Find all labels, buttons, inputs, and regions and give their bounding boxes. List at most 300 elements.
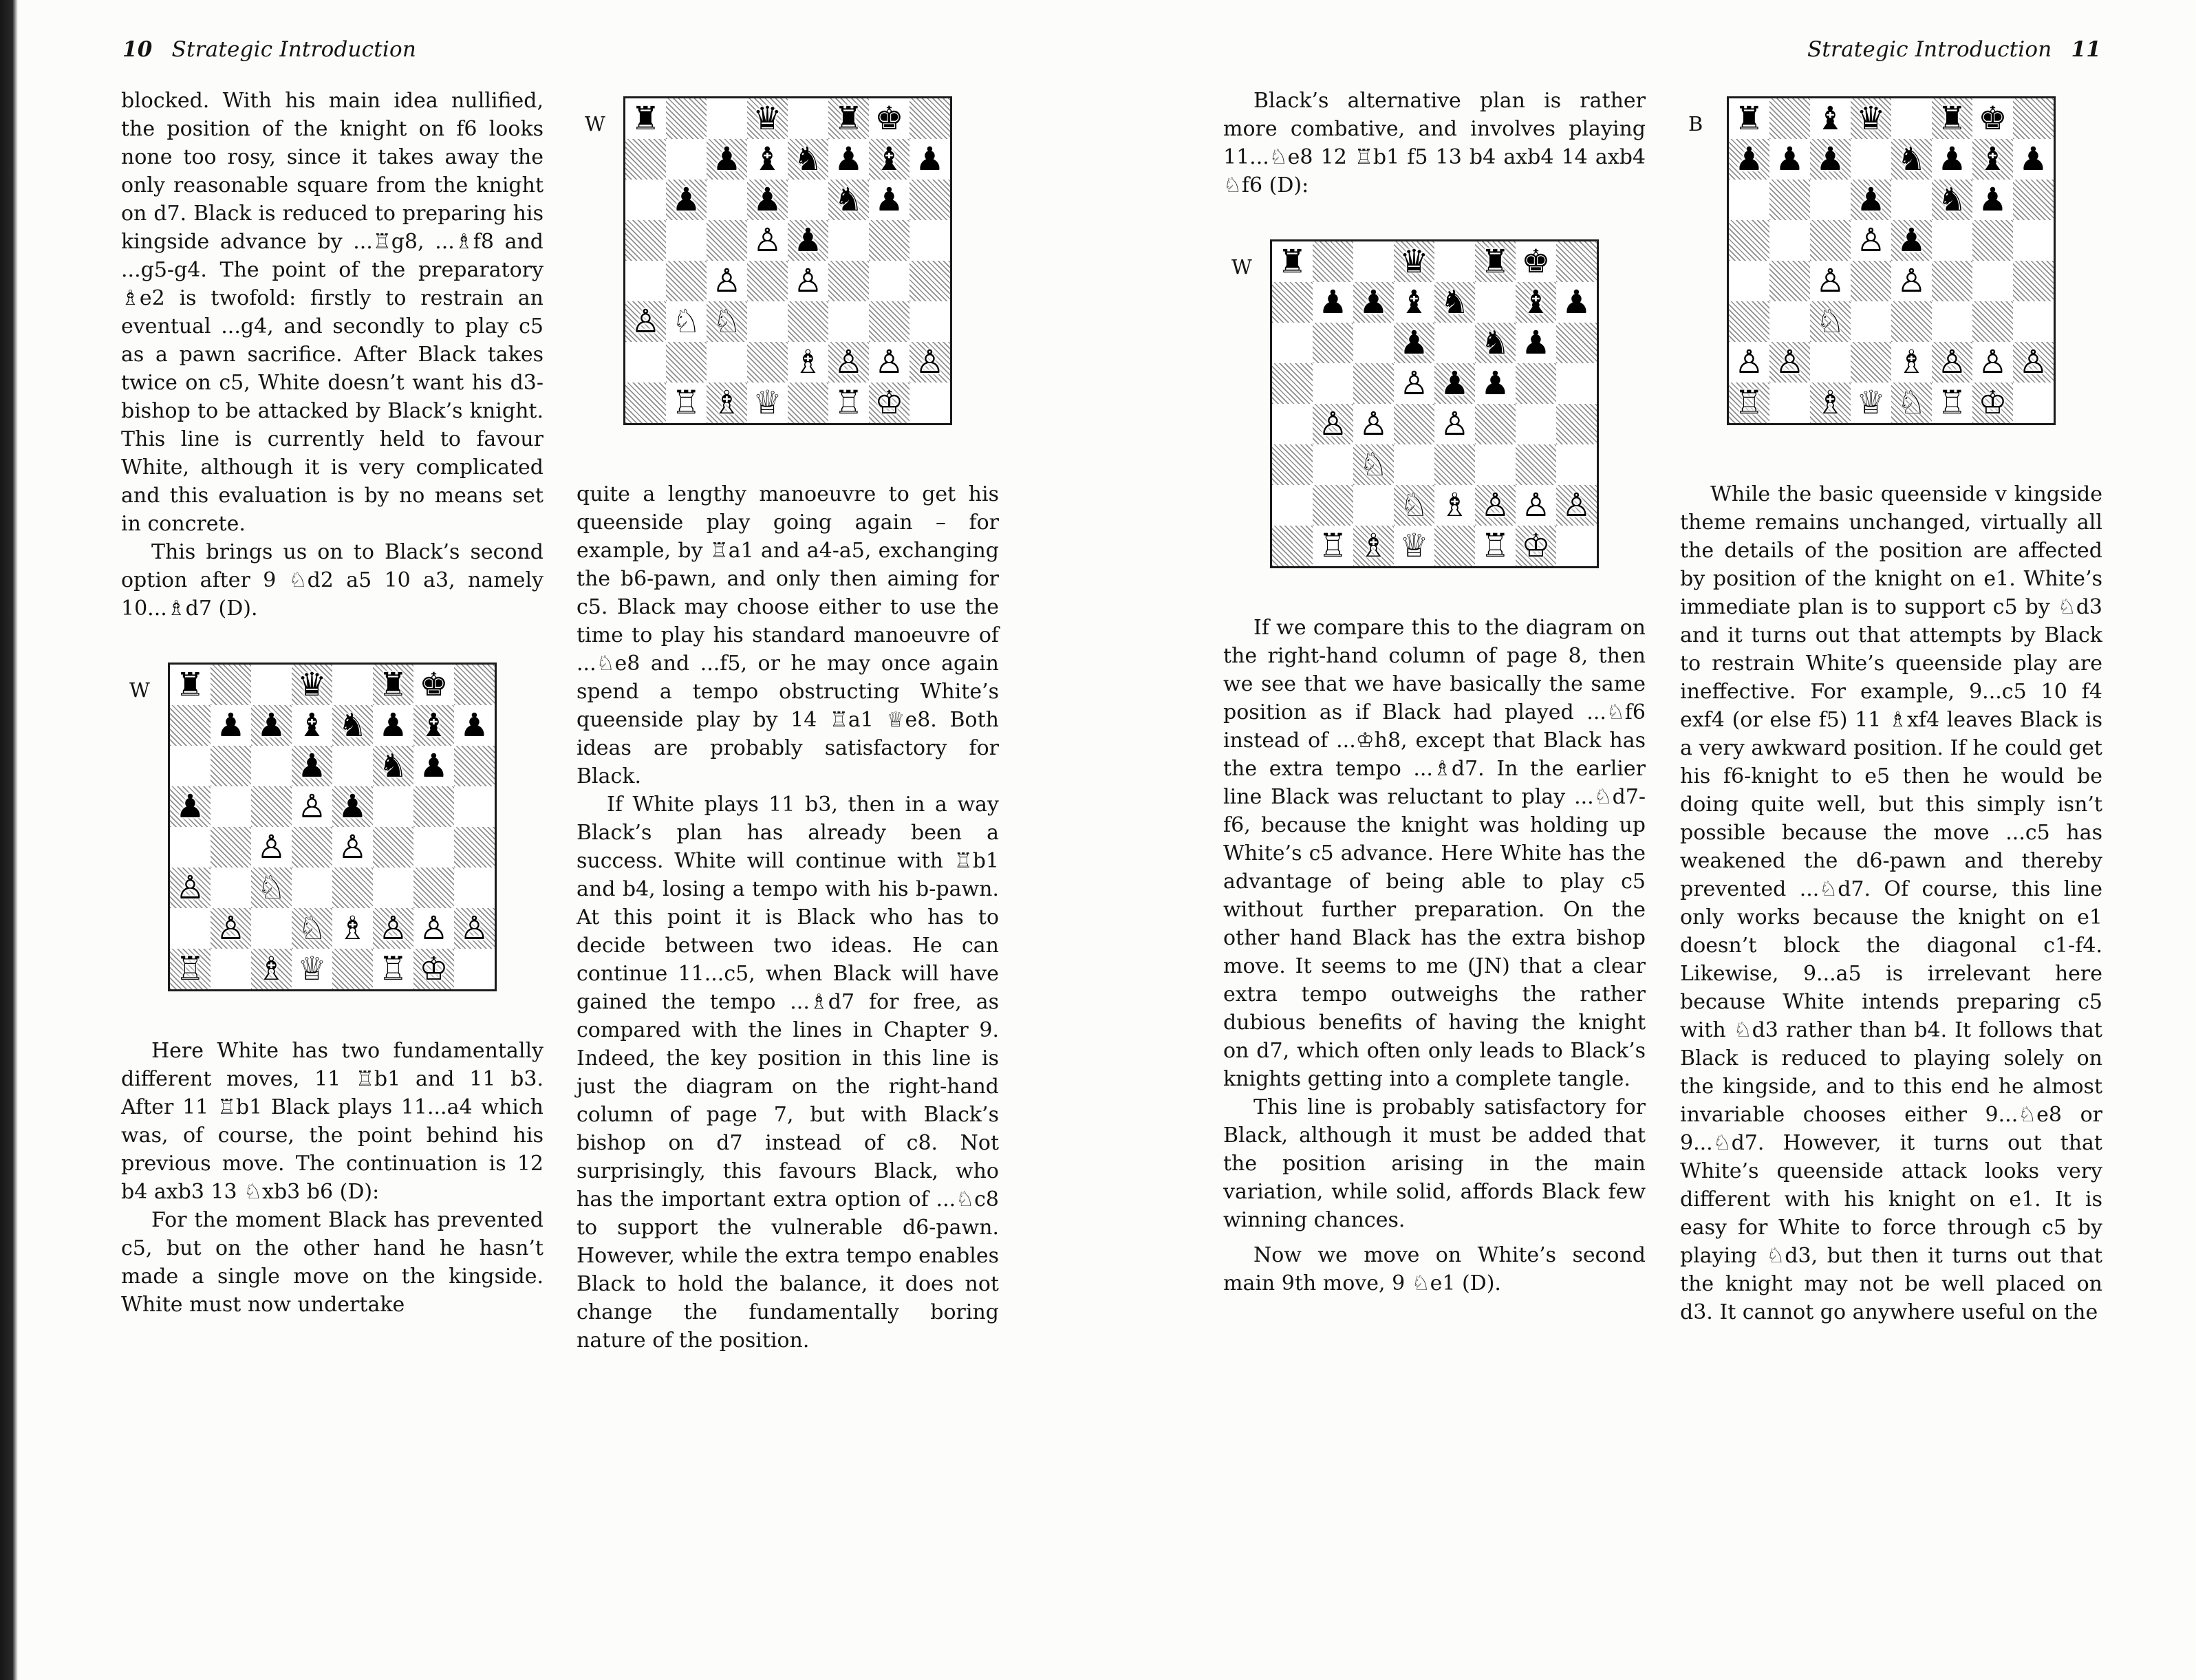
paragraph: blocked. With his main idea nullified, the position of the knight on f6 looks none too rosy, since it takes away the only reasonable square from the knight on d7. Black is reduced to preparing his kingside advance by ...♖g8, ...♗f8 and ...g5-g4. The point of the preparatory ♗e2 is twofold: firstly to restrain an eventual ...g4, and secondly to play c5 as a pawn sacrifice. After Black takes twice on c5, White doesn’t want his d3-bishop to be attacked by Black’s knight. This line is currently held to favour White, although it is very complicated and this evaluation is by no means set in concrete. [121,89,543,536]
board-square [1729,301,1769,342]
chess-piece: ♟ [297,747,327,785]
board-square [747,220,788,261]
side-to-move-label: W [129,678,150,702]
chess-piece: ♟ [1937,140,1967,178]
chess-piece: ♔ [874,384,904,422]
board-square [1972,98,2013,139]
chess-piece: ♙ [712,262,742,300]
chess-piece: ♙ [378,909,408,947]
chess-piece: ♞ [1937,181,1967,219]
chess-piece: ♙ [338,828,367,866]
chess-board [1270,239,1599,568]
paragraph: This line is probably satisfactory for Black, although it must be added that the position arising in the main variation, while solid, affords Black few winning chances. [1223,1095,1646,1232]
board-square [1851,220,1891,261]
chess-piece: ♙ [1318,405,1348,443]
board-square [707,180,747,220]
board-square [1394,444,1434,485]
board-square [292,665,332,705]
board-square [625,301,666,342]
board-square [454,908,495,949]
board-square [1972,139,2013,180]
chess-piece: ♗ [1359,527,1388,565]
board-square [1556,323,1597,363]
chess-piece: ♟ [1399,324,1429,362]
board-square [666,301,707,342]
paragraph: This brings us on to Black’s second option after 9 ♘d2 a5 10 a3, namely 10...♗d7 (D). [121,540,543,621]
chess-piece: ♕ [1399,527,1429,565]
board-square [292,868,332,908]
board-square [1932,180,1972,220]
board-square [747,139,788,180]
board-square [413,786,454,827]
board-square [170,827,211,868]
chess-piece: ♚ [419,666,449,704]
chess-piece: ♙ [1562,486,1591,524]
board-square [1769,98,1810,139]
board-square [373,868,413,908]
board-square [373,746,413,786]
chess-piece: ♘ [1897,384,1926,422]
board-square [1729,139,1769,180]
chess-piece: ♖ [1734,384,1764,422]
chess-piece: ♛ [1856,100,1886,138]
chess-piece: ♖ [175,950,205,988]
board-square [1313,526,1353,566]
board-square [1313,323,1353,363]
board-square [788,383,828,423]
chess-piece: ♗ [793,343,823,381]
board-square [1394,241,1434,282]
board-square [1972,301,2013,342]
board-square [1810,261,1851,301]
paragraph: If White plays 11 b3, then in a way Black’s plan has already been a success. White will continue with ♖b1 and b4, losing a tempo with his b-pawn. At this point it is Black who has to decide between two ideas. He can continue 11...c5, when Black will have gained the tempo ...♗d7 for free, as compared with the lines in Chapter 9. Indeed, the key position in this line is just the diagram on the right-hand column of page 7, but with Black’s bishop on d7 instead of c8. Not surprisingly, this favours Black, who has the important extra option of ...♘c8 to support the vulnerable d6-pawn. However, while the extra tempo enables Black to hold the balance, it does not change the fundamentally boring nature of the position. [577,793,999,1353]
chess-piece: ♙ [834,343,863,381]
page-header-right [1223,37,2101,62]
board-square [1851,383,1891,423]
board-square [332,908,373,949]
chess-piece: ♖ [671,384,701,422]
board-square [666,261,707,301]
board-square [251,746,292,786]
board-square [869,180,909,220]
chess-piece: ♙ [1897,262,1926,300]
board-square [1475,241,1516,282]
board-square [211,949,251,989]
board-square [747,261,788,301]
chess-piece: ♛ [297,666,327,704]
board-square [1769,301,1810,342]
board-square [828,261,869,301]
chess-piece: ♟ [419,747,449,785]
board-square [1434,444,1475,485]
board-square [332,786,373,827]
text-column-3 [1223,87,1646,1297]
board-square [2013,220,2054,261]
board-square [1434,485,1475,526]
board-square [1353,282,1394,323]
board-square [869,139,909,180]
board-square [1729,98,1769,139]
chess-piece: ♜ [175,666,205,704]
board-square [1769,220,1810,261]
page-number: 10 [122,37,153,62]
paragraph: While the basic queenside v kingside theme remains unchanged, virtually all the details of the position are affected by position of the knight on e1. White’s immediate plan is to support c5 by ♘d3 and it turns out that attempts by Black to restrain White’s queenside play are ineffective. For example, 9...c5 10 f4 exf4 (or else f5) 11 ♗xf4 leaves Black is a very awkward position. If he could get his f6-knight to e5 then he would be doing quite well, but this simply isn’t possible because the move ...c5 has weakened the d6-pawn and thereby prevented ...♘d7. Of course, this line only works because the knight on e1 doesn’t block the diagonal c1-f4. Likewise, 9...a5 is irrelevant here because White intends preparing c5 with ♘d3 rather than b4. It follows that Black is reduced to playing solely on the kingside, and to this end he almost invariable chooses either 9...♘e8 or 9...♘d7. However, it turns out that White’s queenside attack looks very different with his knight on e1. It is easy for White to force through c5 by playing ♘d3, but then it turns out that the knight may not be well placed on d3. It cannot go anywhere useful on the [1680,482,2102,1324]
paragraph: Black’s alternative plan is rather more combative, and involves playing 11...♘e8 12 ♖b1 f5 13 b4 axb4 14 axb4 ♘f6 (D): [1223,89,1646,197]
board-square [1556,485,1597,526]
board-square [1272,363,1313,404]
board-square [869,301,909,342]
chess-piece: ♝ [1399,283,1429,321]
chess-piece: ♟ [671,181,701,219]
chess-piece: ♙ [1440,405,1470,443]
chess-piece: ♞ [1440,283,1470,321]
chess-piece: ♙ [793,262,823,300]
board-square [251,665,292,705]
board-square [1272,241,1313,282]
page-header-left [122,37,416,62]
chess-piece: ♘ [1399,486,1429,524]
chess-piece: ♜ [1481,243,1510,281]
chess-piece: ♙ [874,343,904,381]
board-square [1272,444,1313,485]
board-square [1313,241,1353,282]
board-square [707,301,747,342]
chess-piece: ♙ [631,303,660,341]
chess-piece: ♙ [1978,343,2007,381]
board-square [251,827,292,868]
chess-board [1727,96,2056,425]
chess-piece: ♙ [1521,486,1551,524]
chess-piece: ♕ [753,384,782,422]
board-square [625,98,666,139]
chess-piece: ♟ [712,140,742,178]
board-square [413,665,454,705]
board-square [170,665,211,705]
board-square [909,98,950,139]
chess-piece: ♗ [1440,486,1470,524]
chess-piece: ♙ [1734,343,1764,381]
board-square [1972,220,2013,261]
board-square [170,868,211,908]
chess-piece: ♜ [631,100,660,138]
chess-piece: ♟ [257,707,286,744]
board-square [1394,485,1434,526]
board-square [1353,526,1394,566]
page-number: 11 [2071,37,2101,62]
board-square [625,180,666,220]
board-square [2013,261,2054,301]
board-square [1810,180,1851,220]
board-square [170,786,211,827]
chess-piece: ♙ [1481,486,1510,524]
board-square [1556,241,1597,282]
board-square [788,98,828,139]
board-square [1932,383,1972,423]
board-square [909,180,950,220]
board-square [1891,342,1932,383]
board-square [170,746,211,786]
chess-board [623,96,952,425]
board-square [1394,526,1434,566]
board-square [454,665,495,705]
board-square [251,908,292,949]
board-square [869,383,909,423]
chess-piece: ♟ [1562,283,1591,321]
board-square [666,342,707,383]
chess-piece: ♔ [1521,527,1551,565]
board-square [1891,261,1932,301]
chess-piece: ♝ [1521,283,1551,321]
chess-piece: ♞ [1897,140,1926,178]
board-square [1851,342,1891,383]
text-column-1 [121,87,543,1319]
board-square [625,383,666,423]
chess-piece: ♖ [1318,527,1348,565]
board-square [1769,139,1810,180]
board-square [1394,404,1434,444]
chess-piece: ♗ [338,909,367,947]
chess-piece: ♟ [460,707,489,744]
board-square [1932,220,1972,261]
paragraph: Here White has two fundamentally different moves, 11 ♖b1 and 11 b3. After 11 ♖b1 Black plays 11...a4 which was, of course, the point behind his previous move. The continuation is 12 b4 axb3 13 ♘xb3 b6 (D): [121,1039,543,1204]
chess-piece: ♛ [1399,243,1429,281]
board-square [707,139,747,180]
board-square [2013,301,2054,342]
board-square [373,949,413,989]
board-square [1516,526,1556,566]
board-square [1972,180,2013,220]
board-square [1434,404,1475,444]
board-square [1313,282,1353,323]
chess-piece: ♚ [1521,243,1551,281]
board-square [2013,383,2054,423]
chess-piece: ♙ [419,909,449,947]
board-square [828,180,869,220]
board-square [211,786,251,827]
chess-piece: ♙ [216,909,246,947]
board-square [1851,180,1891,220]
board-square [1810,139,1851,180]
board-square [625,220,666,261]
chess-piece: ♘ [297,909,327,947]
board-square [1769,180,1810,220]
board-square [413,949,454,989]
board-square [909,139,950,180]
board-square [1932,342,1972,383]
board-square [1932,301,1972,342]
board-square [413,705,454,746]
board-square [1891,301,1932,342]
text-column-2 [577,87,999,1355]
chess-piece: ♘ [1816,303,1845,341]
chess-piece: ♘ [257,869,286,907]
board-square [788,139,828,180]
chess-piece: ♗ [1816,384,1845,422]
board-square [170,949,211,989]
board-square [1556,363,1597,404]
board-square [2013,342,2054,383]
board-square [909,261,950,301]
board-square [1891,98,1932,139]
board-square [292,908,332,949]
chess-diagram [1688,96,2056,425]
board-square [1851,139,1891,180]
board-square [828,220,869,261]
board-square [332,827,373,868]
chess-piece: ♟ [2019,140,2048,178]
board-square [1769,383,1810,423]
chess-piece: ♞ [338,707,367,744]
chess-piece: ♜ [1278,243,1307,281]
board-square [292,746,332,786]
chess-piece: ♟ [175,788,205,826]
board-square [1313,404,1353,444]
board-square [1810,98,1851,139]
board-square [909,342,950,383]
board-square [211,908,251,949]
chess-piece: ♟ [1856,181,1886,219]
board-square [1810,383,1851,423]
side-to-move-label: W [585,112,605,136]
board-square [1353,444,1394,485]
board-square [1475,282,1516,323]
board-square [373,786,413,827]
board-square [413,827,454,868]
board-square [1729,342,1769,383]
board-square [1313,444,1353,485]
chess-piece: ♟ [874,181,904,219]
board-square [666,98,707,139]
board-square [788,301,828,342]
board-square [373,908,413,949]
board-square [747,342,788,383]
board-square [1556,526,1597,566]
side-to-move-label: W [1231,255,1252,279]
chess-piece: ♞ [834,181,863,219]
chess-piece: ♙ [1856,222,1886,259]
board-square [1475,404,1516,444]
board-square [1516,404,1556,444]
chess-piece: ♜ [1734,100,1764,138]
chess-piece: ♙ [2019,343,2048,381]
board-square [1769,342,1810,383]
chess-piece: ♜ [1937,100,1967,138]
board-square [625,342,666,383]
board-square [828,139,869,180]
side-to-move-label: B [1688,112,1703,136]
board-square [251,868,292,908]
board-square [828,301,869,342]
scan-edge [0,0,18,1680]
board-square [1434,323,1475,363]
board-square [1729,261,1769,301]
board-square [788,342,828,383]
board-square [747,383,788,423]
chess-piece: ♙ [460,909,489,947]
chess-piece: ♟ [753,181,782,219]
board-square [625,139,666,180]
chess-piece: ♟ [1521,324,1551,362]
chess-piece: ♟ [834,140,863,178]
chess-piece: ♚ [874,100,904,138]
board-square [413,908,454,949]
board-square [1516,282,1556,323]
board-square [1729,180,1769,220]
board-square [1891,383,1932,423]
chess-piece: ♙ [1937,343,1967,381]
board-square [869,220,909,261]
board-square [1475,485,1516,526]
chess-piece: ♙ [1359,405,1388,443]
running-title: Strategic Introduction [1807,37,2052,62]
board-square [909,383,950,423]
board-square [1353,241,1394,282]
chess-piece: ♖ [378,950,408,988]
board-square [828,98,869,139]
running-title: Strategic Introduction [171,37,417,62]
board-square [1353,485,1394,526]
board-square [332,705,373,746]
board-square [1556,404,1597,444]
board-square [292,705,332,746]
board-square [869,261,909,301]
board-square [1932,261,1972,301]
board-square [1769,261,1810,301]
board-square [1394,323,1434,363]
board-square [332,746,373,786]
chess-piece: ♙ [915,343,945,381]
chess-piece: ♝ [1816,100,1845,138]
board-square [909,301,950,342]
chess-piece: ♟ [1775,140,1805,178]
board-square [747,301,788,342]
chess-piece: ♟ [1816,140,1845,178]
board-square [2013,180,2054,220]
board-square [1810,342,1851,383]
chess-piece: ♝ [297,707,327,744]
board-square [1394,363,1434,404]
chess-piece: ♟ [1897,222,1926,259]
chess-piece: ♜ [378,666,408,704]
board-square [869,98,909,139]
chess-piece: ♟ [1359,283,1388,321]
board-square [788,261,828,301]
board-square [828,383,869,423]
chess-piece: ♙ [1775,343,1805,381]
chess-piece: ♞ [378,747,408,785]
board-square [1434,363,1475,404]
chess-diagram [129,663,497,991]
board-square [1353,404,1394,444]
board-square [1556,282,1597,323]
board-square [211,746,251,786]
chess-piece: ♖ [1937,384,1967,422]
board-square [1272,526,1313,566]
board-square [1272,282,1313,323]
board-square [2013,98,2054,139]
board-square [707,383,747,423]
chess-piece: ♟ [1978,181,2007,219]
chess-piece: ♙ [1816,262,1845,300]
board-square [788,220,828,261]
chess-piece: ♟ [915,140,945,178]
board-square [1516,363,1556,404]
chess-piece: ♕ [297,950,327,988]
board-square [1272,485,1313,526]
board-square [1475,363,1516,404]
board-square [1516,485,1556,526]
chess-piece: ♟ [1440,365,1470,402]
